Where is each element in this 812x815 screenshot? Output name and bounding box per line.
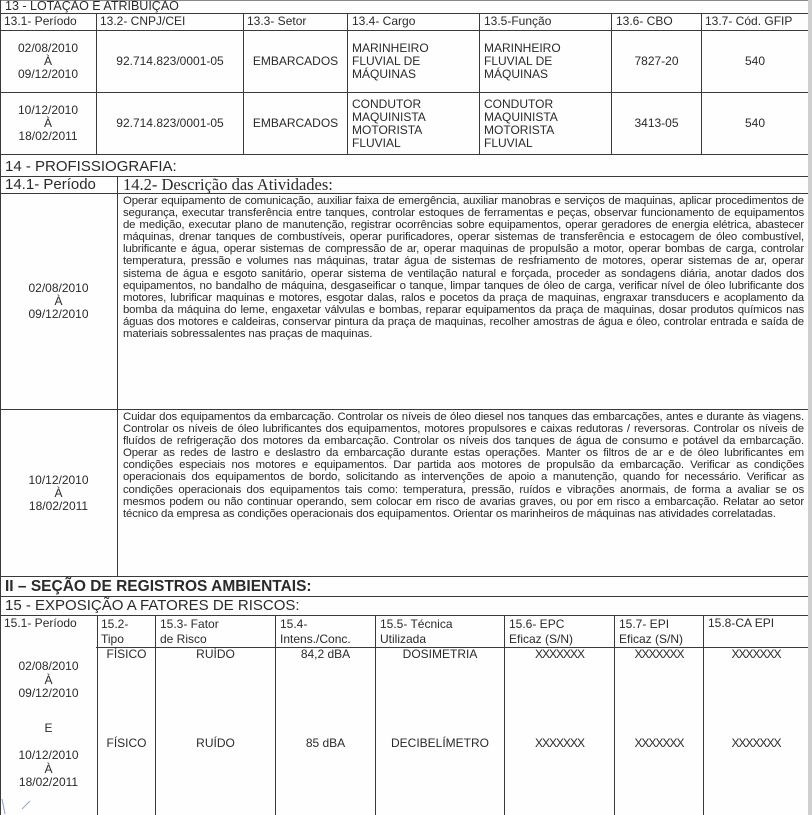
header-epi (619, 617, 683, 647)
date-start: 10/12/2010 (28, 472, 89, 487)
cell-epi: XXXXXXX (634, 736, 684, 750)
cell-ca-epi: XXXXXXX (731, 736, 781, 750)
funcao-line: CONDUTOR (484, 96, 554, 111)
divider (504, 615, 505, 815)
header-line: 15.3- Fator (160, 617, 219, 631)
funcao-line: FLUVIAL DE (484, 54, 553, 68)
cell-tipo: FÍSICO (106, 647, 147, 661)
cargo-line: FLUVIAL (352, 135, 401, 150)
header-periodo: 15.1- Período (4, 616, 77, 630)
cell-ca-epi: XXXXXXX (731, 647, 781, 661)
cell-tipo: FÍSICO (106, 736, 147, 750)
cell-cargo (352, 31, 478, 92)
cell-funcao (484, 93, 610, 154)
cell-tecnica: DECIBELÍMETRO (390, 736, 489, 750)
cargo-line: MAQUINISTA (352, 109, 426, 124)
header-line: 15.4- (280, 617, 308, 631)
cargo-line: CONDUTOR (352, 96, 422, 111)
section-14-title: 14 - PROFISSIOGRAFIA: (5, 158, 177, 175)
divider (117, 176, 118, 576)
section-15-title: 15 - EXPOSIÇÃO A FATORES DE RISCOS: (5, 597, 300, 614)
header-line: 15.2- (101, 617, 129, 631)
header-line: Eficaz (S/N) (619, 632, 684, 646)
header-descricao: 14.2- Descrição das Atividades: (123, 175, 333, 194)
cell-epc: XXXXXXX (534, 647, 585, 661)
cell-descricao: Operar equipamento de comunicação, auxiliar faixa de emergência, auxiliar manobras e serviços de maquinas, aplicar procedimentos de segurança, executar transferência entre tanques, controlar estoques de ferramentas e peças, observar funcionamento de equipamentos de medição, executar plano de manutenção, registrar ocorrências sobre equipamentos, operar geradores de energia elétrica, abastecer máquinas, drenar tanques de combustíveis, operar purificadores, operar sistemas de transferência e estocagem de óleo combustível, lubrificante e água, operar sistemas de compressão de ar, operar maquinas de propulsão a motor, operar bombas de carga, controlar temperatura, pressão e volumes nas máquinas, tratar água de sistemas de resfriamento de motores, operar sistemas de ar, operar sistema de água e esgoto sanitário, operar sistema de ventilação natural e forçada, proceder as sondagens diária, anotar dados dos equipamentos, no bandalho de máquina, desgaseificar o tanque, limpar tanques de óleo de carga, verificar nível de óleo lubrificante dos motores, lubrificar maquinas e motores, esgotar dalas, ralos e pocetos da praça de maquinas, engraxar transducers e acoplamento da bomba da máquina do leme, engaxetar válvulas e bombas, reparar equipamentos da praça de maquinas, dosar produtos químicos nas águas dos motores e caldeiras, conservar pintura da praça de maquinas, recolher amostras de água e óleo, controlar entrada e saída de materiais sobressalentes nas praças de maquinas. (123, 195, 804, 341)
header-line: 15.5- Técnica (380, 617, 453, 631)
divider (275, 615, 276, 815)
date-start: 10/12/2010 (18, 748, 79, 762)
cell-fator: RUÍDO (196, 647, 235, 661)
header-ca-epi: 15.8-CA EPI (708, 616, 775, 630)
cell-setor: EMBARCADOS (252, 54, 339, 68)
cell-periodo (0, 410, 117, 576)
header-fator (160, 617, 219, 647)
header-tecnica (380, 617, 453, 647)
header-line: de Risco (160, 632, 207, 646)
divider (0, 615, 808, 616)
cell-intensidade: 85 dBA (305, 736, 346, 750)
header-line: Intens./Conc. (280, 632, 351, 646)
header-intensidade (280, 617, 351, 647)
cell-tecnica: DOSIMETRIA (402, 647, 478, 661)
divider (347, 13, 348, 154)
divider (703, 615, 704, 815)
date-end: 09/12/2010 (17, 67, 79, 81)
date-separator: À (43, 54, 52, 68)
section-ii-title: II – SEÇÃO DE REGISTROS AMBIENTAIS: (5, 578, 312, 595)
date-start: 02/08/2010 (18, 659, 79, 673)
divider (0, 576, 808, 577)
cell-epi: XXXXXXX (634, 647, 684, 661)
divider (0, 193, 808, 194)
cell-cbo: 7827-20 (634, 54, 679, 68)
cargo-line: MÁQUINAS (352, 67, 417, 81)
cell-cbo: 3413-05 (634, 116, 679, 130)
header-line: Eficaz (S/N) (509, 632, 574, 646)
period-conjunction: E (44, 720, 53, 735)
funcao-line: MARINHEIRO (484, 41, 561, 55)
cell-periodo (0, 31, 96, 92)
date-end: 18/02/2011 (28, 498, 89, 513)
funcao-line: MOTORISTA (484, 122, 555, 137)
header-tipo (101, 617, 128, 647)
cell-intensidade: 84,2 dBA (300, 647, 351, 661)
date-start: 02/08/2010 (17, 41, 79, 55)
header-line: Utilizada (380, 632, 427, 646)
cell-periodo (0, 660, 97, 790)
date-separator: À (54, 485, 63, 500)
date-end: 18/02/2011 (18, 775, 79, 789)
date-start: 10/12/2010 (17, 103, 79, 117)
divider (155, 615, 156, 815)
header-periodo: 13.1- Período (4, 14, 77, 28)
header-cbo: 13.6- CBO (616, 14, 673, 28)
header-line: 15.7- EPI (619, 617, 670, 631)
header-cargo: 13.4- Cargo (352, 14, 416, 28)
cell-epc: XXXXXXX (534, 736, 585, 750)
divider (0, 176, 808, 177)
cargo-line: MARINHEIRO (352, 41, 429, 55)
date-separator: À (44, 761, 53, 776)
divider (614, 615, 615, 815)
date-end: 09/12/2010 (18, 686, 79, 700)
date-end: 09/12/2010 (28, 307, 89, 321)
header-periodo: 14.1- Período (5, 176, 96, 193)
cell-cnpj: 92.714.823/0001-05 (116, 54, 224, 68)
scan-edge (808, 0, 812, 815)
header-gfip: 13.7- Cód. GFIP (705, 14, 793, 28)
cell-cargo (352, 93, 478, 154)
funcao-line: FLUVIAL (484, 135, 533, 150)
header-line: 15.6- EPC (509, 617, 565, 631)
header-line: Tipo (101, 632, 124, 646)
cargo-line: MOTORISTA (352, 122, 423, 137)
funcao-line: MÁQUINAS (484, 67, 549, 81)
divider (375, 615, 376, 815)
header-epc (509, 617, 573, 647)
header-cnpj: 13.2- CNPJ/CEI (100, 14, 186, 28)
cell-fator: RUÍDO (196, 736, 235, 750)
cell-periodo (0, 194, 117, 409)
cell-cnpj: 92.714.823/0001-05 (116, 116, 224, 130)
cell-periodo (0, 93, 96, 154)
date-separator: À (54, 294, 63, 308)
cell-setor: EMBARCADOS (252, 116, 339, 130)
date-start: 02/08/2010 (28, 281, 89, 295)
cell-descricao: Cuidar dos equipamentos da embarcação. Controlar os níveis de óleo diesel nos tanques das embarcações, antes e durante às viagens. Controlar os níveis de óleo lubrificantes dos equipamentos, motores propulsores e caixas redutoras / reversoras. Controlar os níveis de fluídos de refrigeração dos motores da embarcação. Controlar os níveis dos tanques de água de consumo e potável da embarcação. Operar as redes de lastro e deslastro da embarcação durante estas operações. Manter os filtros de ar e de óleo lubrificantes em condições especiais nos motores e equipamentos. Dar partida aos motores de propulsão da embarcação. Verificar as condições operacionais dos equipamentos de bordo, solicitando as intervenções de apoio a manutenção, quando for necessário. Verificar as condições operacionais dos equipamentos tais como: temperatura, pressão, ruídos e vibrações anormais, de forma a avaliar se os mesmos podem ou não continuar operando, sem colocar em risco de avarias graves, ou por em risco a embarcação. Relatar ao setor técnico da empresa as condições operacionais dos equipamentos. Orientar os marinheiros de máquinas nas atividades correlatadas. (123, 411, 804, 520)
section-13-title: 13 - LOTAÇÃO E ATRIBUIÇÃO (5, 0, 179, 13)
funcao-line: MAQUINISTA (484, 109, 558, 124)
cell-gfip: 540 (744, 116, 766, 130)
header-funcao: 13.5-Função (484, 14, 552, 28)
header-setor: 13.3- Setor (247, 14, 307, 28)
date-separator: À (44, 672, 53, 687)
cargo-line: FLUVIAL DE (352, 54, 421, 68)
divider (0, 154, 808, 155)
date-end: 18/02/2011 (18, 129, 78, 143)
date-separator: À (43, 116, 52, 130)
divider (97, 615, 98, 815)
cell-funcao (484, 31, 610, 92)
pen-mark-icon (0, 796, 40, 815)
divider (0, 409, 808, 410)
cell-gfip: 540 (744, 54, 766, 68)
divider (479, 13, 480, 154)
